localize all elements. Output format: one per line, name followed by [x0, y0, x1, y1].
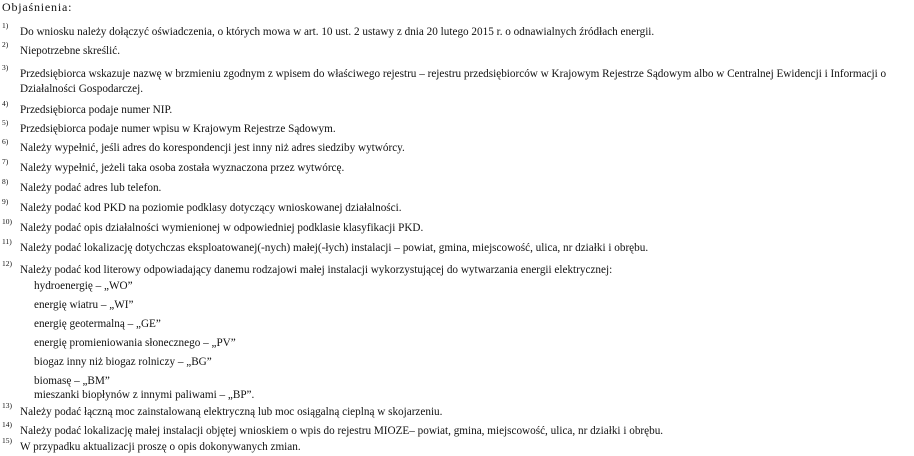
code-item-pv: energię promieniowania słonecznego – „PV” [34, 337, 236, 349]
footnote-text: Należy podać opis działalności wymienionej w odpowiedniej podklasie klasyfikacji PKD. [20, 222, 424, 234]
footnote-number: 1) [2, 21, 9, 30]
footnote-number: 15) [2, 436, 12, 445]
footnote-2 [2, 40, 910, 59]
footnote-number: 12) [2, 259, 12, 268]
footnote-12 [2, 259, 910, 278]
footnote-7 [2, 157, 910, 176]
explanations-heading: Objaśnienia: [2, 0, 73, 14]
footnote-8 [2, 177, 910, 196]
footnote-11 [2, 237, 910, 256]
code-item-bg: biogaz inny niż biogaz rolniczy – „BG” [34, 356, 212, 368]
footnote-number: 7) [2, 157, 9, 166]
footnote-text: Przedsiębiorca podaje numer NIP. [20, 104, 173, 116]
footnote-9 [2, 197, 910, 216]
footnote-4 [2, 99, 910, 118]
footnote-text: Należy wypełnić, jeżeli taka osoba została wyznaczona przez wytwórcę. [20, 162, 345, 174]
code-item-wo: hydroenergię – „WO” [34, 280, 133, 292]
footnote-text: Należy podać adres lub telefon. [20, 182, 162, 194]
footnote-number: 10) [2, 217, 12, 226]
footnote-number: 9) [2, 197, 9, 206]
code-item-bm: biomasę – „BM” [34, 375, 110, 387]
footnote-14 [2, 420, 910, 439]
footnote-6 [2, 137, 910, 156]
footnote-number: 6) [2, 137, 9, 146]
footnote-10 [2, 217, 910, 236]
code-item-ge: energię geotermalną – „GE” [34, 318, 161, 330]
footnote-number: 13) [2, 401, 12, 410]
footnote-5 [2, 118, 910, 137]
footnote-text: W przypadku aktualizacji proszę o opis dokonywanych zmian. [20, 441, 301, 453]
footnote-1 [2, 21, 910, 40]
footnote-number: 4) [2, 99, 9, 108]
footnote-number: 8) [2, 177, 9, 186]
footnote-text: Należy podać łączną moc zainstalowaną elektryczną lub moc osiągalną cieplną w skojarzeniu. [20, 406, 443, 418]
footnote-13 [2, 401, 910, 420]
footnote-text: Należy podać kod literowy odpowiadający danemu rodzajowi małej instalacji wykorzystującej do wytwarzania energii elektrycznej: [20, 264, 613, 276]
footnote-text: Przedsiębiorca wskazuje nazwę w brzmieniu zgodnym z wpisem do właściwego rejestru – rejestru przedsiębiorców w Krajowym Rejestrze Sądowym albo w Centralnej Ewidencji i Informacji o Działalności Gospodarczej. [20, 68, 887, 95]
footnote-number: 5) [2, 118, 9, 127]
footnote-text: Przedsiębiorca podaje numer wpisu w Krajowym Rejestrze Sądowym. [20, 123, 336, 135]
footnote-3 [2, 63, 910, 97]
footnote-text: Należy podać kod PKD na poziomie podklasy dotyczący wnioskowanej działalności. [20, 202, 402, 214]
footnote-text: Niepotrzebne skreślić. [20, 45, 121, 57]
footnote-15 [2, 436, 910, 455]
footnote-text: Należy wypełnić, jeśli adres do korespondencji jest inny niż adres siedziby wytwórcy. [20, 142, 405, 154]
footnote-number: 3) [2, 63, 9, 72]
footnote-number: 2) [2, 40, 9, 49]
footnote-number: 14) [2, 420, 12, 429]
footnote-text: Należy podać lokalizację małej instalacji objętej wnioskiem o wpis do rejestru MIOZE– powiat, gmina, miejscowość, ulica, nr działki i obrębu. [20, 425, 664, 437]
code-item-bp: mieszanki biopłynów z innymi paliwami – „BP”. [34, 389, 255, 401]
code-item-wi: energię wiatru – „WI” [34, 299, 134, 311]
footnote-number: 11) [2, 237, 12, 246]
footnote-text: Należy podać lokalizację dotychczas eksploatowanej(-nych) małej(-łych) instalacji – powiat, gmina, miejscowość, ulica, nr działki i obrębu. [20, 242, 649, 254]
footnote-text: Do wniosku należy dołączyć oświadczenia, o których mowa w art. 10 ust. 2 ustawy z dnia 20 lutego 2015 r. o odnawialnych źródłach energii. [20, 26, 655, 38]
